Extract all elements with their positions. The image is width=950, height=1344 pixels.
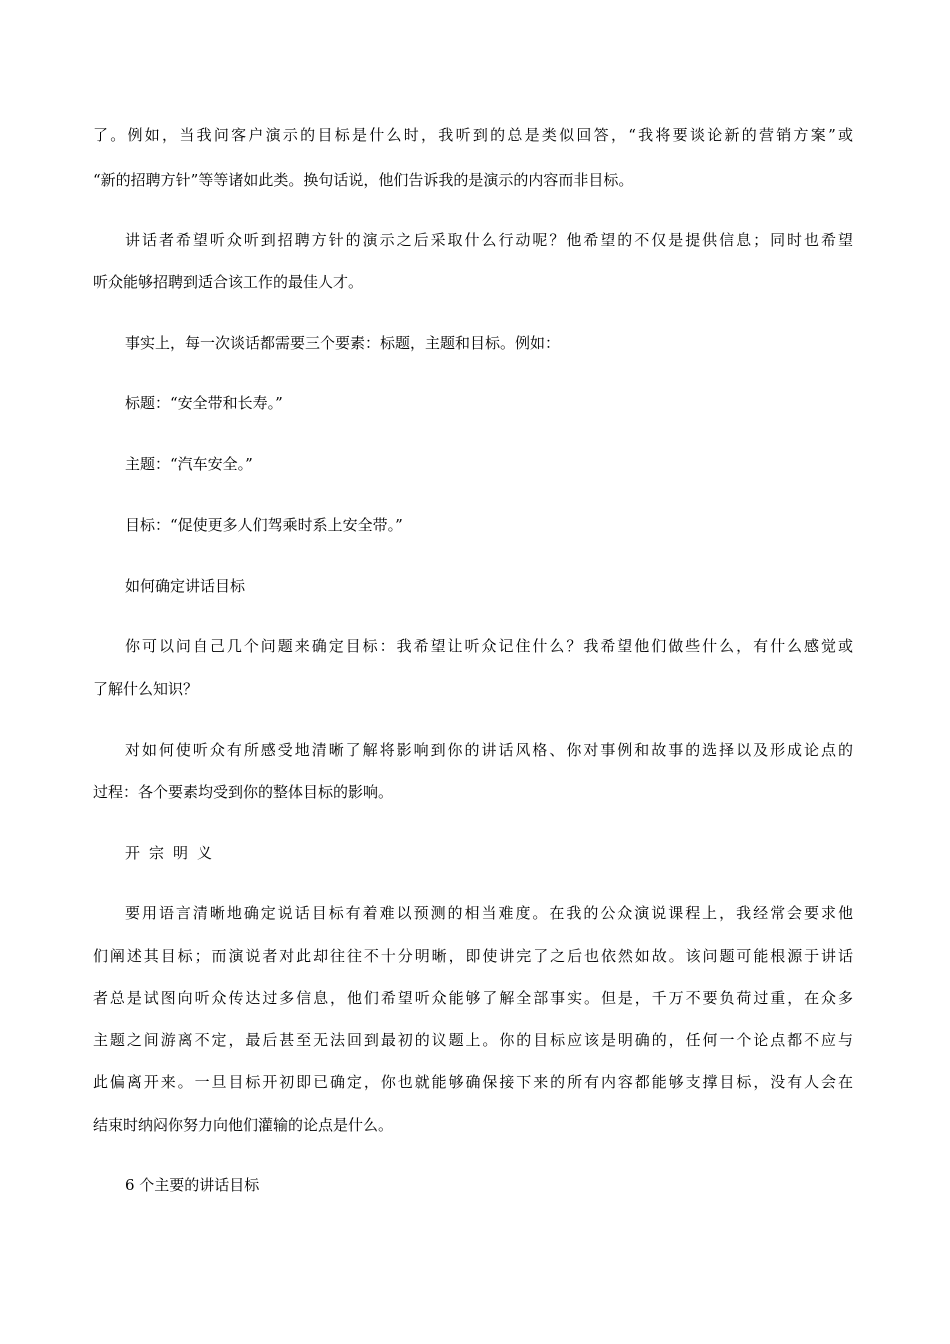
section-heading: 如何确定讲话目标: [125, 577, 246, 595]
body-text-line: 者总是试图向听众传达过多信息，他们希望听众能够了解全部事实。但是，千万不要负荷过重，在众多: [93, 989, 853, 1007]
example-goal-line: 目标：“促使更多人们驾乘时系上安全带。”: [125, 516, 403, 534]
body-text-line: 你可以问自己几个问题来确定目标：我希望让听众记住什么？我希望他们做些什么，有什么感觉或: [125, 637, 853, 655]
example-topic-line: 主题：“汽车安全。”: [125, 455, 253, 473]
body-text-line: 主题之间游离不定，最后甚至无法回到最初的议题上。你的目标应该是明确的，任何一个论点都不应与: [93, 1031, 853, 1049]
body-text-line: 了。例如，当我问客户演示的目标是什么时，我听到的总是类似回答，“我将要谈论新的营销方案”或: [93, 126, 853, 144]
body-text-line: 结束时纳闷你努力向他们灌输的论点是什么。: [93, 1116, 394, 1134]
section-heading: 6 个主要的讲话目标: [125, 1176, 260, 1194]
body-text-line: 对如何使听众有所感受地清晰了解将影响到你的讲话风格、你对事例和故事的选择以及形成论点的: [125, 741, 853, 759]
example-title-line: 标题：“安全带和长寿。”: [125, 394, 283, 412]
body-text-line: “新的招聘方针”等等诸如此类。换句话说，他们告诉我的是演示的内容而非目标。: [93, 171, 634, 189]
body-text-line: 了解什么知识？: [93, 680, 199, 698]
body-text-line: 要用语言清晰地确定说话目标有着难以预测的相当难度。在我的公众演说课程上，我经常会要求他: [125, 904, 853, 922]
body-text-line: 讲话者希望听众听到招聘方针的演示之后采取什么行动呢？他希望的不仅是提供信息；同时也希望: [125, 231, 853, 249]
section-heading: 开宗明义: [125, 844, 222, 862]
body-text-line: 事实上，每一次谈话都需要三个要素：标题，主题和目标。例如：: [125, 334, 561, 352]
body-text-line: 此偏离开来。一旦目标开初即已确定，你也就能够确保接下来的所有内容都能够支撑目标，没有人会在: [93, 1073, 853, 1091]
body-text-line: 们阐述其目标；而演说者对此却往往不十分明晰，即使讲完了之后也依然如故。该问题可能根源于讲话: [93, 947, 853, 965]
body-text-line: 听众能够招聘到适合该工作的最佳人才。: [93, 273, 364, 291]
body-text-line: 过程：各个要素均受到你的整体目标的影响。: [93, 783, 394, 801]
